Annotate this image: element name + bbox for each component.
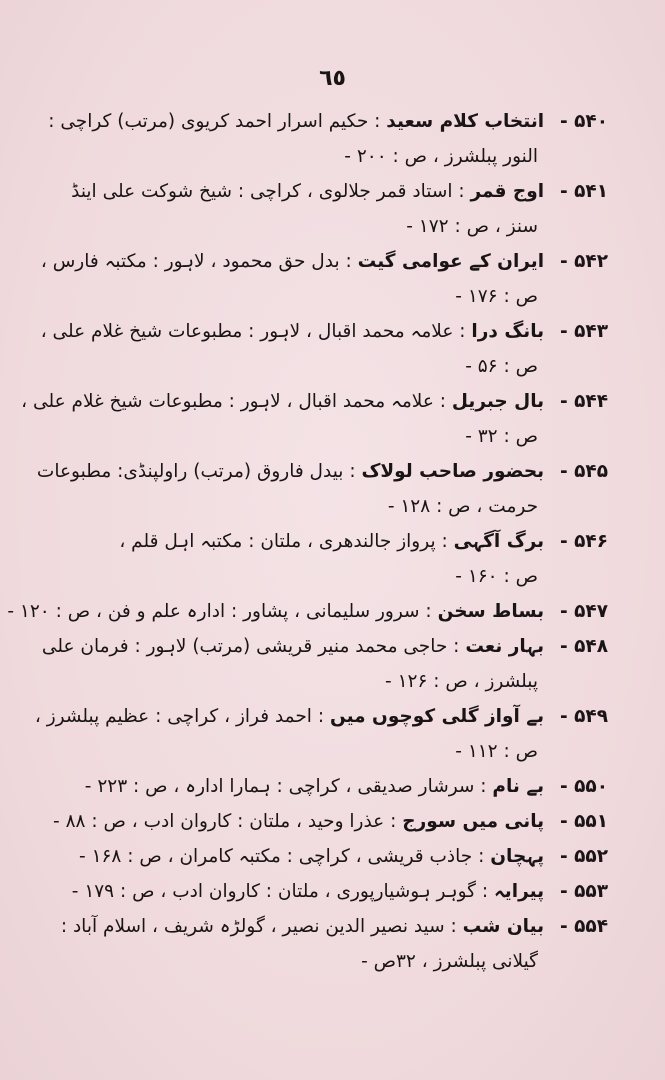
entry-first-line xyxy=(40,244,608,279)
entry-title: انتخاب کلام سعید xyxy=(386,111,545,132)
entry-number: ۵۴۲ - xyxy=(560,251,608,272)
entry-first-line xyxy=(36,454,608,489)
entry-number: ۵۴۹ - xyxy=(560,706,608,727)
entry-continuation: سنز ، ص : ۱۷۲ - xyxy=(406,216,538,237)
entry-first-line xyxy=(48,524,608,559)
entry-number: ۵۴۰ - xyxy=(560,111,608,132)
entry-continuation: گیلانی پبلشرز ، ۳۲ص - xyxy=(361,951,538,972)
entry-number: ۵۵۲ - xyxy=(560,846,608,867)
entry-first-line xyxy=(48,769,608,804)
entry-continuation: ص : ۱۶۰ - xyxy=(455,566,538,587)
bibliography-entry xyxy=(34,699,608,769)
entry-continuation: ص : ۵۶ - xyxy=(465,356,538,377)
entry-details: : حاجی محمد منیر قریشی (مرتب) لاہور : فرمان علی xyxy=(41,636,460,657)
entry-title: بانگ درا xyxy=(471,321,545,342)
entry-title: اوج قمر xyxy=(470,181,545,202)
entry-continuation: النور پبلشرز ، ص : ۲۰۰ - xyxy=(344,146,538,167)
entry-details: : علامہ محمد اقبال ، لاہور : مطبوعات شیخ غلام علی ، xyxy=(40,321,466,342)
entry-details: : استاد قمر جلالوی ، کراچی : شیخ شوکت علی اینڈ xyxy=(71,181,465,202)
bibliography-entry xyxy=(48,769,608,804)
entry-title: پہچان xyxy=(490,846,545,867)
bibliography-entry xyxy=(41,629,608,699)
entry-title: ایران کے عوامی گیت xyxy=(357,251,545,272)
entry-continuation: پبلشرز ، ص : ۱۲۶ - xyxy=(385,671,538,692)
entry-continuation: ص : ۱۱۲ - xyxy=(455,741,538,762)
entry-number: ۵۵۴ - xyxy=(560,916,608,937)
bibliography-entry xyxy=(48,804,608,839)
entry-title: بہار نعت xyxy=(465,636,545,657)
entry-title: بے نام xyxy=(492,776,545,797)
bibliography-entry xyxy=(36,454,608,524)
entry-number: ۵۵۱ - xyxy=(560,811,608,832)
bibliography-list xyxy=(7,104,608,979)
entry-number: ۵۴۱ - xyxy=(560,181,608,202)
entry-continuation: حرمت ، ص : ۱۲۸ - xyxy=(387,496,538,517)
entry-first-line xyxy=(48,174,608,209)
entry-number: ۵۵۳ - xyxy=(560,881,608,902)
entry-number: ۵۴۴ - xyxy=(560,391,608,412)
bibliography-entry xyxy=(48,524,608,594)
bibliography-entry xyxy=(48,174,608,244)
entry-first-line xyxy=(40,314,608,349)
bibliography-entry xyxy=(48,874,608,909)
entry-title: برگ آگہی xyxy=(453,531,545,552)
entry-number: ۵۵۰ - xyxy=(560,776,608,797)
entry-details: : سید نصیر الدین نصیر ، گولڑہ شریف ، اسلام آباد : xyxy=(60,916,457,937)
entry-number: ۵۴۵ - xyxy=(560,461,608,482)
entry-title: پیرایہ xyxy=(493,881,545,902)
entry-details: : سرور سلیمانی ، پشاور : ادارہ علم و فن ، ص : ۱۲۰ - xyxy=(7,601,432,622)
entry-number: ۵۴۳ - xyxy=(560,321,608,342)
entry-first-line xyxy=(48,909,608,944)
entry-details: : احمد فراز ، کراچی : عظیم پبلشرز ، xyxy=(34,706,325,727)
page-number: ٦٥ xyxy=(319,66,346,91)
entry-details: : سرشار صدیقی ، کراچی : ہمارا ادارہ ، ص : ۲۲۳ - xyxy=(84,776,487,797)
entry-details: : گوہر ہوشیارپوری ، ملتان : کاروان ادب ، ص : ۱۷۹ - xyxy=(71,881,489,902)
bibliography-entry xyxy=(48,839,608,874)
entry-first-line xyxy=(34,699,608,734)
entry-details: : بدل حق محمود ، لاہور : مکتبہ فارس ، xyxy=(40,251,352,272)
entry-continuation: ص : ۳۲ - xyxy=(465,426,538,447)
entry-first-line xyxy=(48,104,608,139)
entry-details: : پرواز جالندھری ، ملتان : مکتبہ اہل قلم ، xyxy=(119,531,448,552)
entry-continuation: ص : ۱۷۶ - xyxy=(455,286,538,307)
entry-details: : جاذب قریشی ، کراچی : مکتبہ کامران ، ص : ۱۶۸ - xyxy=(79,846,485,867)
bibliography-entry xyxy=(40,314,608,384)
entry-details: : عذرا وحید ، ملتان : کاروان ادب ، ص : ۸۸ - xyxy=(53,811,397,832)
entry-title: بے آواز گلی کوچوں میں xyxy=(329,706,545,727)
entry-first-line xyxy=(48,839,608,874)
bibliography-entry xyxy=(48,104,608,174)
entry-title: بیان شب xyxy=(462,916,545,937)
entry-details: : علامہ محمد اقبال ، لاہور : مطبوعات شیخ غلام علی ، xyxy=(21,391,446,412)
entry-title: بحضور صاحب لولاک xyxy=(361,461,545,482)
entry-number: ۵۴۶ - xyxy=(560,531,608,552)
entry-title: پانی میں سورج xyxy=(402,811,545,832)
entry-first-line xyxy=(41,629,608,664)
entry-number: ۵۴۸ - xyxy=(560,636,608,657)
bibliography-entry xyxy=(21,384,608,454)
entry-details: : حکیم اسرار احمد کریوی (مرتب) کراچی : xyxy=(48,111,381,132)
entry-title: بساط سخن xyxy=(437,601,545,622)
entry-first-line xyxy=(48,874,608,909)
entry-title: بال جبریل xyxy=(451,391,545,412)
entry-first-line xyxy=(48,804,608,839)
bibliography-entry xyxy=(40,244,608,314)
entry-number: ۵۴۷ - xyxy=(560,601,608,622)
entry-first-line xyxy=(7,594,608,629)
entry-details: : بیدل فاروق (مرتب) راولپنڈی: مطبوعات xyxy=(36,461,356,482)
bibliography-entry xyxy=(7,594,608,629)
entry-first-line xyxy=(21,384,608,419)
bibliography-entry xyxy=(48,909,608,979)
